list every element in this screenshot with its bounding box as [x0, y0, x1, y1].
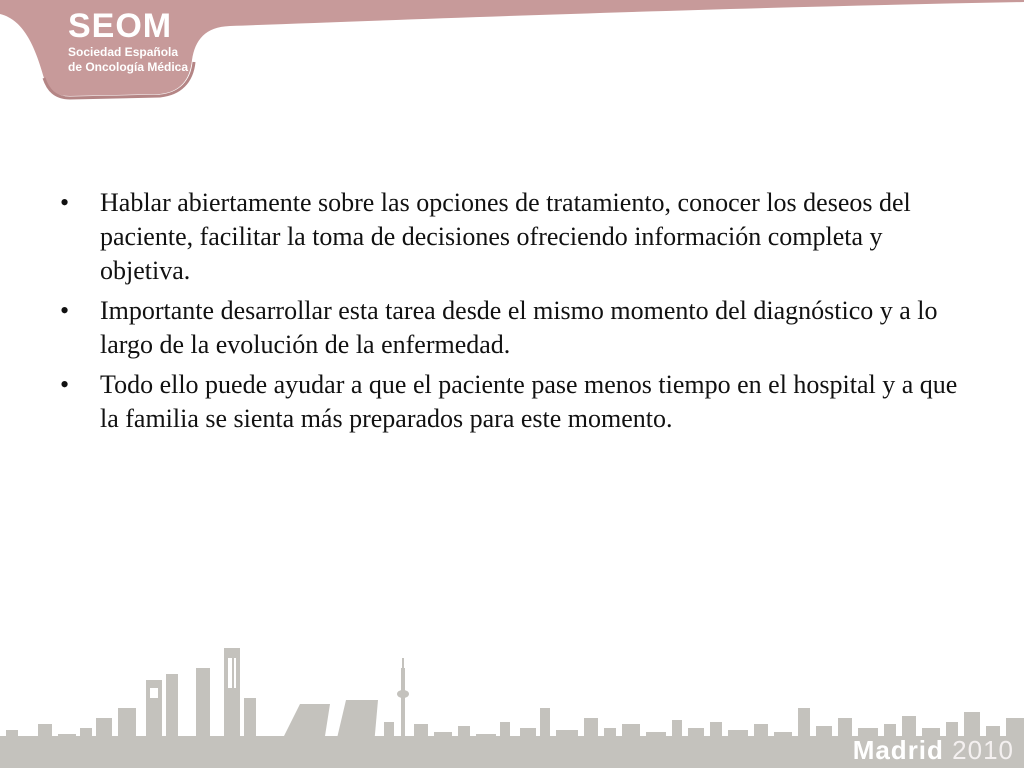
- bullet-marker: •: [60, 188, 70, 217]
- bullet-text: Hablar abiertamente sobre las opciones de tratamiento, conocer los deseos del paciente, facilitar la toma de decisiones ofreciendo información completa y objetiva.: [100, 188, 911, 285]
- bullet-item: [60, 186, 960, 288]
- bullet-item: [60, 368, 960, 436]
- logo-subtitle-line2: de Oncología Médica: [68, 60, 189, 74]
- bullet-marker: •: [60, 296, 70, 325]
- slide-content: [60, 186, 960, 442]
- bullet-list: [60, 186, 960, 436]
- bullet-item: [60, 294, 960, 362]
- bullet-text: Importante desarrollar esta tarea desde el mismo momento del diagnóstico y a lo largo de la evolución de la enfermedad.: [100, 296, 938, 359]
- footer-city: Madrid: [852, 735, 944, 765]
- logo-title: SEOM: [68, 7, 173, 45]
- bullet-marker: •: [60, 370, 70, 399]
- seom-logo: [68, 8, 188, 74]
- bullet-text: Todo ello puede ayudar a que el paciente pase menos tiempo en el hospital y a que la familia se sienta más preparados para este momento.: [100, 370, 958, 433]
- footer-event-label: [853, 735, 1014, 766]
- logo-subtitle-line1: Sociedad Española: [68, 45, 179, 59]
- footer-year: 2010: [952, 735, 1014, 765]
